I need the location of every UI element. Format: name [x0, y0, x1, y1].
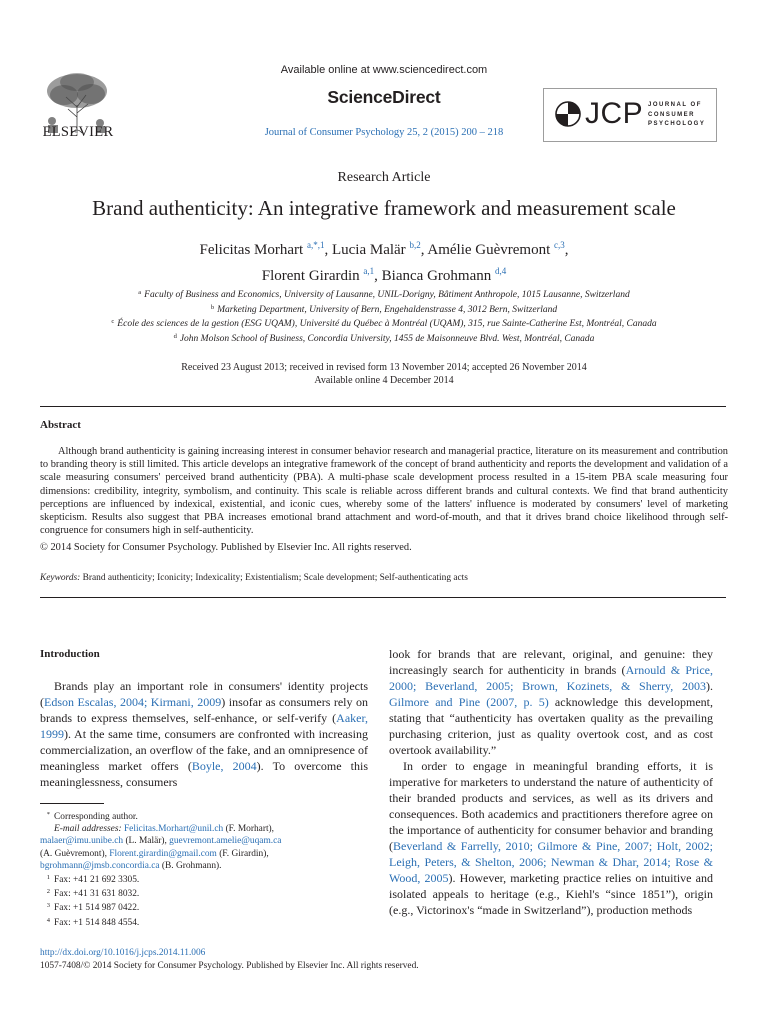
abstract-copyright: © 2014 Society for Consumer Psychology. Published by Elsevier Inc. All rights reserved. [40, 542, 412, 553]
author-affiliation-marks[interactable]: c,3 [554, 240, 565, 250]
divider [40, 406, 726, 407]
author-affiliation-marks[interactable]: b,2 [409, 240, 421, 250]
journal-reference-link[interactable]: Journal of Consumer Psychology 25, 2 (2015) 200 – 218 [264, 127, 504, 138]
affiliation [0, 316, 768, 331]
citation-link[interactable]: Boyle, 2004 [191, 759, 257, 773]
journal-logo-name: JOURNAL OF CONSUMER PSYCHOLOGY [648, 102, 706, 127]
author-name: Amélie Guèvremont [427, 242, 551, 258]
fax-note: 4 Fax: +1 514 848 4554. [46, 916, 140, 928]
footnote-divider [40, 803, 104, 804]
author-name: Bianca Grohmann [381, 268, 492, 284]
history-dates: Received 23 August 2013; received in revised form 13 November 2014; accepted 26 November 2014 [181, 362, 587, 373]
email-link[interactable]: malaer@imu.unibe.ch [40, 836, 124, 847]
email-link[interactable]: guevremont.amelie@uqam.ca [169, 836, 282, 847]
article-history [0, 361, 768, 387]
paragraph: Brands play an important role in consumers' identity projects (Edson Escalas, 2004; Kirmani, 2009) insofar as consumers rely on brands to express themselves, self-enhance, or self-verify (Aaker, 1999). At the same time, consumers are confronted with increasing commercialization, an overflow of the fake, and an omnipresence of meaningless market offers (Boyle, 2004). To overcome this meaninglessness, consumers [40, 679, 369, 789]
publisher-name: ELSEVIER [42, 124, 114, 140]
keywords-list: Brand authenticity; Iconicity; Indexicality; Existentialism; Scale development; Self-authenticating acts [82, 573, 468, 583]
author-name: Felicitas Morhart [199, 242, 304, 258]
author-affiliation-marks[interactable]: a,*,1 [306, 240, 325, 250]
citation-link[interactable]: Edson Escalas, 2004; Kirmani, 2009 [44, 695, 222, 709]
citation-link[interactable]: Arnould & Price, 2000; Beverland, 2005; Brown, Kozinets, & Sherry, 2003 [389, 663, 713, 693]
issn-copyright: 1057-7408/© 2014 Society for Consumer Psychology. Published by Elsevier Inc. All rights reserved. [40, 961, 419, 971]
author-name: Florent Girardin [261, 268, 360, 284]
citation-link[interactable]: Gilmore and Pine (2007, p. 5) [389, 695, 549, 709]
article-type: Research Article [337, 170, 431, 185]
affiliation [0, 331, 768, 346]
platform-name: ScienceDirect [327, 87, 441, 107]
affiliation-text: John Molson School of Business, Concordia University, 1455 de Maisonneuve Blvd. West, Montréal, Canada [179, 333, 595, 344]
author-list [0, 235, 768, 287]
author-line: Florent Girardin $^{a,1}$, Bianca Grohmann $^{d,4}$ [261, 266, 507, 284]
affiliation-label: b [210, 303, 215, 311]
paragraph: In order to engage in meaningful branding efforts, it is imperative for marketers to understand the nature of authenticity of their branded products and services, as well as its drivers and consequences. Both academics and practitioners therefore agree on the importance of authenticity for consumer behavior and branding (Beverland & Farrelly, 2010; Gilmore & Pine, 2007; Holt, 2002; Leigh, Peters, & Shelton, 2006; Newman & Dhar, 2014; Rose & Wood, 2005). However, marketing practice relies on intuitive and isolated appeals to heritage (e.g., Kiehl's “since 1851”), origin (e.g., Victorinox's “made in Switzerland”), production methods [389, 759, 713, 917]
author-affiliation-marks[interactable]: a,1 [363, 266, 375, 276]
online-date: Available online 4 December 2014 [314, 375, 454, 386]
fax-note: 3 Fax: +1 514 987 0422. [46, 902, 140, 914]
body-column-left [40, 678, 368, 790]
abstract-text: Although brand authenticity is gaining increasing interest in consumer behavior research and managerial practice, literature on its measurement and contribution to branding theory is still limited. This article develops an integrative framework of the concept of brand authenticity and reports the development and validation of a scale measuring consumers' perceived brand authenticity (PBA). A multi-phase scale development process resulted in a 15-item PBA scale measuring four dimensions: credibility, integrity, symbolism, and continuity. This scale is reliable across different brands and cultural contexts. We find that brand authenticity perceptions are influenced by indexical, existential, and iconic cues, whereby some of the latters' influence is moderated by consumers' level of marketing skepticism. Results also suggest that PBA increases emotional brand attachment and word-of-mouth, and that it drives brand choice likelihood through self-congruence for consumers high in self-authenticity. [40, 446, 728, 537]
author-line: Felicitas Morhart $^{a,*,1}$, Lucia Malär $^{b,2}$, Amélie Guèvremont $^{c,3}$, [199, 240, 569, 258]
email-line: (A. Guèvremont), Florent.girardin@gmail.com (F. Girardin), [40, 848, 269, 859]
author-name: Lucia Malär [331, 242, 406, 258]
affiliation-label: a [138, 289, 142, 296]
author-affiliation-marks[interactable]: d,4 [494, 266, 507, 276]
email-link[interactable]: bgrohmann@jmsb.concordia.ca [40, 860, 160, 871]
keywords [40, 573, 468, 583]
citation-link[interactable]: Aaker, 1999 [40, 711, 368, 741]
email-link[interactable]: Florent.girardin@gmail.com [109, 848, 217, 859]
corresponding-note: * Corresponding author. [46, 811, 138, 822]
paragraph: look for brands that are relevant, original, and genuine: they increasingly search for authenticity in brands (Arnould & Price, 2000; Beverland, 2005; Brown, Kozinets, & Sherry, 2003). Gilmore and Pine (2007, p. 5) acknowledge this development, stating that “authenticity has overtaken quality as the prevailing purchasing criterion, just as quality overtook cost, and as cost overtook availability.” [389, 647, 713, 757]
affiliation-text: École des sciences de la gestion (ESG UQAM), Université du Québec à Montréal (UQAM), 315, rue Sainte-Catherine Est, Montréal, Canada [117, 319, 657, 329]
affiliation-text: Faculty of Business and Economics, University of Lausanne, UNIL-Dorigny, Bâtiment Anthropole, 1015 Lausanne, Switzerland [144, 290, 630, 300]
email-line: bgrohmann@jmsb.concordia.ca (B. Grohmann). [40, 860, 222, 871]
section-heading: Introduction [40, 648, 100, 660]
affiliation [0, 287, 768, 302]
affiliation-text: Marketing Department, University of Bern, Engehaldenstrasse 4, 3012 Bern, Switzerland [217, 304, 558, 315]
article-title: Brand authenticity: An integrative framework and measurement scale [92, 196, 676, 220]
abstract-heading: Abstract [40, 419, 81, 431]
available-online: Available online at www.sciencedirect.com [280, 64, 488, 76]
doi-link[interactable]: http://dx.doi.org/10.1016/j.jcps.2014.11.006 [40, 948, 206, 958]
affiliation-label: d [173, 332, 177, 340]
fax-note: 1 Fax: +41 21 692 3305. [46, 874, 140, 886]
fax-note: 2 Fax: +41 31 631 8032. [46, 888, 140, 900]
body-column-right [389, 646, 713, 918]
affiliation [0, 302, 768, 317]
email-line: malaer@imu.unibe.ch (L. Malär), guevremont.amelie@uqam.ca [40, 836, 282, 847]
citation-link[interactable]: Beverland & Farrelly, 2010; Gilmore & Pine, 2007; Holt, 2002; Leigh, Peters, & Shelton, 2006; Newman & Dhar, 2014; Rose & Wood, 2005 [389, 839, 713, 885]
journal-logo [543, 88, 717, 142]
email-line: E-mail addresses: Felicitas.Morhart@unil.ch (F. Morhart), [54, 824, 275, 835]
affiliation-list [0, 287, 768, 345]
email-link[interactable]: Felicitas.Morhart@unil.ch [123, 824, 224, 835]
jcp-mark-icon [554, 100, 582, 128]
keywords-label: Keywords: [40, 573, 81, 583]
footnotes [40, 809, 370, 929]
journal-logo-letters: JCP [585, 97, 644, 130]
divider [40, 597, 726, 598]
affiliation-label: c [111, 318, 115, 325]
